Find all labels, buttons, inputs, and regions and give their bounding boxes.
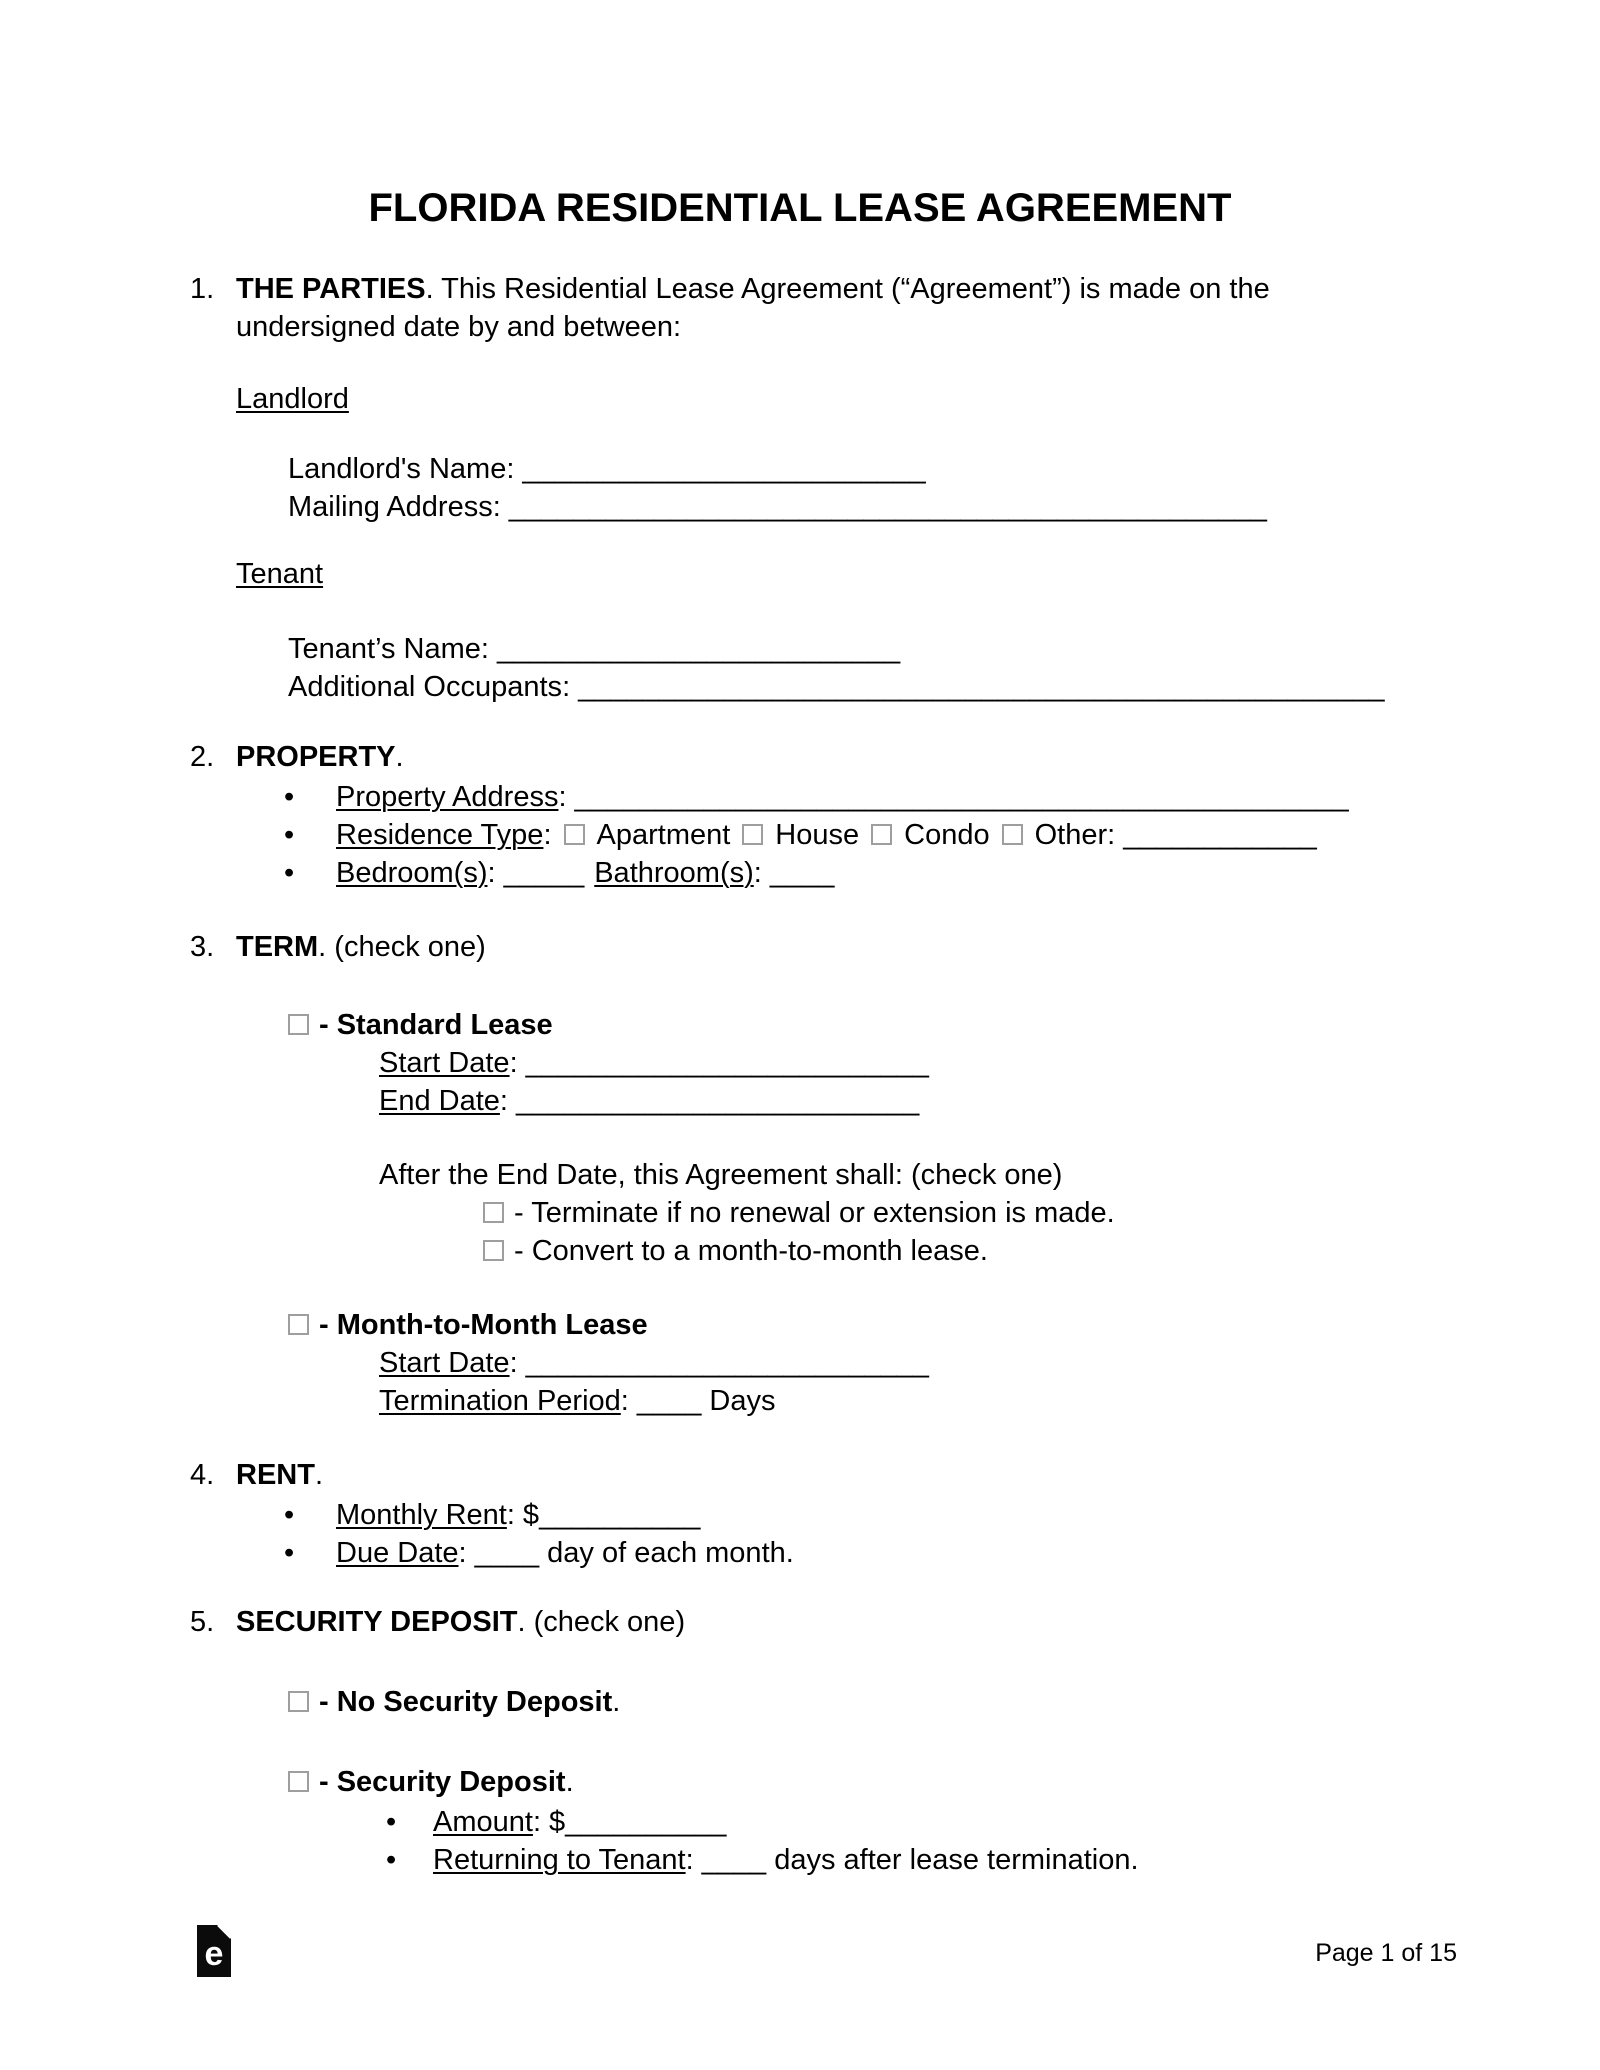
month-to-month-label: - Month-to-Month Lease [319, 1309, 648, 1341]
after-end-options [0, 1194, 1600, 1270]
page-number: Page 1 of 15 [1315, 1939, 1457, 1967]
tenant-name-row [0, 630, 1600, 668]
section-3-heading-rest: . (check one) [318, 931, 486, 963]
section-3-heading: TERM [236, 931, 319, 963]
eforms-logo-letter: e [204, 1935, 224, 1973]
section-4-heading: RENT [236, 1459, 315, 1491]
standard-start-date-row [0, 1044, 1600, 1082]
amount-label: Amount [433, 1806, 533, 1838]
due-date-field[interactable]: ____ [474, 1537, 540, 1569]
apartment-checkbox[interactable] [564, 824, 585, 845]
bullet-icon: • [284, 857, 295, 889]
standard-start-date-field[interactable]: _________________________ [525, 1047, 929, 1079]
m2m-start-date-field[interactable]: _________________________ [525, 1347, 929, 1379]
monthly-rent-field[interactable]: __________ [539, 1499, 701, 1531]
eforms-logo [197, 1925, 231, 1977]
returning-to-tenant-label: Returning to Tenant [433, 1844, 686, 1876]
returning-to-tenant-suffix: days after lease termination. [766, 1844, 1139, 1876]
convert-option-row [0, 1232, 1600, 1270]
colon: : [480, 633, 489, 665]
other-field[interactable]: ____________ [1123, 819, 1317, 851]
section-parties [0, 270, 1600, 346]
period: . [395, 741, 404, 773]
due-date-label: Due Date [336, 1537, 459, 1569]
dollar-sign: $ [522, 1499, 540, 1531]
page-title: FLORIDA RESIDENTIAL LEASE AGREEMENT [368, 186, 1232, 230]
bullet-icon: • [284, 781, 295, 813]
section-4-number: 4. [190, 1459, 215, 1491]
returning-to-tenant-field[interactable]: ____ [701, 1844, 767, 1876]
bullet-icon: • [386, 1806, 397, 1838]
section-2-heading: PROPERTY [236, 741, 396, 773]
residence-type-row [0, 816, 1600, 854]
tenant-heading: Tenant [236, 558, 324, 590]
tenant-name-label: Tenant’s Name [288, 633, 481, 665]
month-to-month-fields [0, 1344, 1600, 1420]
other-label: Other [1034, 819, 1108, 851]
monthly-rent-row [0, 1496, 1600, 1534]
colon: : [1107, 819, 1116, 851]
m2m-start-date-row [0, 1344, 1600, 1382]
section-rent [0, 1456, 1600, 1494]
colon: : [753, 857, 762, 889]
property-address-field[interactable]: ________________________________________________ [574, 781, 1349, 813]
condo-label: Condo [904, 819, 990, 851]
bullet-icon: • [386, 1844, 397, 1876]
rent-bullets [0, 1496, 1600, 1572]
bathrooms-label: Bathroom(s) [594, 857, 754, 889]
section-term [0, 928, 1600, 966]
colon: : [487, 857, 496, 889]
landlord-fields [0, 450, 1600, 526]
section-1-number: 1. [190, 273, 215, 305]
period: . [565, 1766, 574, 1798]
security-deposit-checkbox[interactable] [288, 1771, 309, 1792]
property-address-row [0, 778, 1600, 816]
terminate-checkbox[interactable] [483, 1202, 504, 1223]
landlord-name-label: Landlord's Name [288, 453, 507, 485]
bedrooms-bathrooms-row [0, 854, 1600, 892]
house-checkbox[interactable] [742, 824, 763, 845]
section-5-heading: SECURITY DEPOSIT [236, 1606, 518, 1638]
colon: : [506, 1499, 515, 1531]
tenant-name-field[interactable]: _________________________ [496, 633, 901, 665]
security-deposit-label: - Security Deposit [319, 1766, 566, 1798]
other-checkbox[interactable] [1002, 824, 1023, 845]
standard-end-date-field[interactable]: _________________________ [515, 1085, 920, 1117]
bedrooms-field[interactable]: _____ [503, 857, 585, 889]
colon: : [509, 1047, 518, 1079]
property-address-label: Property Address [336, 781, 559, 813]
section-security-deposit [0, 1603, 1600, 1641]
mailing-address-field[interactable]: _______________________________________________ [508, 491, 1267, 523]
apartment-label: Apartment [596, 819, 731, 851]
termination-period-label: Termination Period [379, 1385, 621, 1417]
standard-lease-row [0, 1006, 1600, 1044]
colon: : [509, 1347, 518, 1379]
convert-checkbox[interactable] [483, 1240, 504, 1261]
colon: : [492, 491, 501, 523]
termination-period-row [0, 1382, 1600, 1420]
due-date-suffix: day of each month. [539, 1537, 794, 1569]
monthly-rent-label: Monthly Rent [336, 1499, 507, 1531]
colon: : [620, 1385, 629, 1417]
section-2-number: 2. [190, 741, 215, 773]
section-property [0, 738, 1600, 776]
security-deposit-bullets [0, 1803, 1600, 1879]
no-security-deposit-checkbox[interactable] [288, 1691, 309, 1712]
additional-occupants-row [0, 668, 1600, 706]
start-date-label: Start Date [379, 1047, 510, 1079]
bathrooms-field[interactable]: ____ [769, 857, 835, 889]
returning-to-tenant-row [0, 1841, 1600, 1879]
bullet-icon: • [284, 1499, 295, 1531]
colon: : [458, 1537, 467, 1569]
colon: : [685, 1844, 694, 1876]
section-1-intro-line2: undersigned date by and between: [236, 311, 682, 343]
bedrooms-label: Bedroom(s) [336, 857, 488, 889]
standard-lease-checkbox[interactable] [288, 1014, 309, 1035]
after-end-date-text: After the End Date, this Agreement shall: (check one) [379, 1159, 1063, 1191]
landlord-name-row [0, 450, 1600, 488]
standard-lease-fields [0, 1044, 1600, 1120]
terminate-option-row [0, 1194, 1600, 1232]
landlord-heading: Landlord [236, 383, 349, 415]
tenant-fields [0, 630, 1600, 706]
section-5-number: 5. [190, 1606, 215, 1638]
period: . [612, 1686, 621, 1718]
dollar-sign: $ [549, 1806, 566, 1838]
colon: : [558, 781, 567, 813]
colon: : [532, 1806, 542, 1838]
landlord-name-field[interactable]: _________________________ [522, 453, 926, 485]
colon: : [499, 1085, 508, 1117]
section-1-heading: THE PARTIES [236, 273, 426, 305]
no-security-deposit-label: - No Security Deposit [319, 1686, 613, 1718]
section-5-heading-rest: . (check one) [517, 1606, 686, 1638]
additional-occupants-field[interactable]: __________________________________________________ [578, 671, 1385, 703]
bullet-icon: • [284, 819, 295, 851]
standard-lease-label: - Standard Lease [319, 1009, 553, 1041]
termination-period-suffix: Days [701, 1385, 776, 1417]
bullet-icon: • [284, 1537, 295, 1569]
colon: : [506, 453, 515, 485]
section-1-intro: . This Residential Lease Agreement (“Agreement”) is made on the [425, 273, 1270, 305]
terminate-option-label: - Terminate if no renewal or extension is made. [514, 1197, 1115, 1229]
month-to-month-checkbox[interactable] [288, 1314, 309, 1335]
period: . [314, 1459, 324, 1491]
colon: : [543, 819, 552, 851]
mailing-address-label: Mailing Address [288, 491, 493, 523]
additional-occupants-label: Additional Occupants [288, 671, 563, 703]
no-security-deposit-row [0, 1683, 1600, 1721]
house-label: House [775, 819, 860, 851]
deposit-amount-field[interactable]: __________ [565, 1806, 727, 1838]
mailing-address-row [0, 488, 1600, 526]
due-date-row [0, 1534, 1600, 1572]
property-bullets [0, 778, 1600, 892]
convert-option-label: - Convert to a month-to-month lease. [514, 1235, 988, 1267]
section-3-number: 3. [190, 931, 215, 963]
security-deposit-row [0, 1763, 1600, 1801]
deposit-amount-row [0, 1803, 1600, 1841]
end-date-label: End Date [379, 1085, 500, 1117]
residence-type-label: Residence Type [336, 819, 544, 851]
month-to-month-row [0, 1306, 1600, 1344]
start-date-label: Start Date [379, 1347, 510, 1379]
condo-checkbox[interactable] [871, 824, 892, 845]
standard-end-date-row [0, 1082, 1600, 1120]
colon: : [562, 671, 571, 703]
termination-period-field[interactable]: ____ [636, 1385, 702, 1417]
